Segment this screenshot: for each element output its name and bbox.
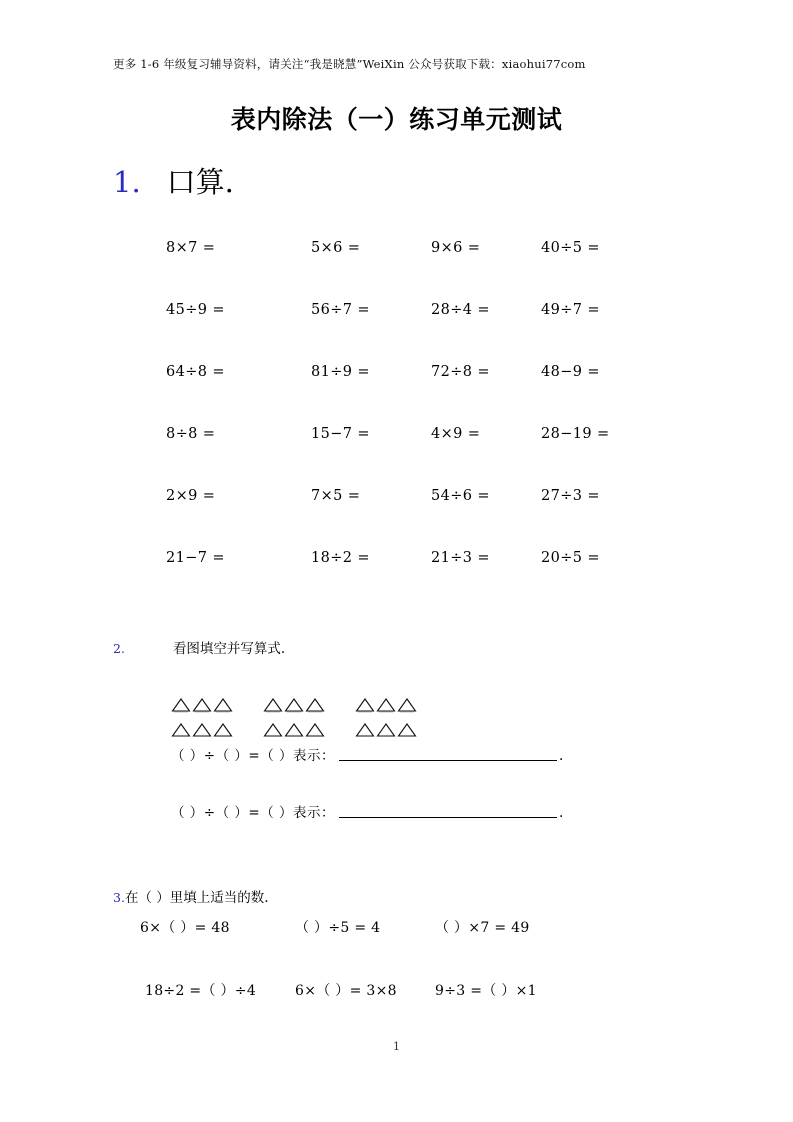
triangle-icon xyxy=(171,722,191,738)
answer-line-1 xyxy=(171,744,563,764)
calc-problem: 8×7 = xyxy=(166,240,216,256)
calc-row xyxy=(166,550,636,612)
calc-problem: 7×5 = xyxy=(311,488,361,504)
answer-line-1-suffix: . xyxy=(559,748,564,764)
triangle-figure xyxy=(171,697,431,747)
answer-blank-rule[interactable] xyxy=(339,804,557,818)
triangle-icon xyxy=(376,722,396,738)
triangle-icon xyxy=(284,697,304,713)
answer-blank-rule[interactable] xyxy=(339,747,557,761)
triangle-icon xyxy=(213,722,233,738)
question-3-heading xyxy=(113,886,269,906)
question-3-label: 在（ ）里填上适当的数. xyxy=(124,890,269,906)
triangle-group xyxy=(355,697,418,713)
calc-row xyxy=(166,488,636,550)
fill-blank-row xyxy=(140,917,570,980)
page-title: 表内除法（一）练习单元测试 xyxy=(230,105,563,134)
calc-problem: 56÷7 = xyxy=(311,302,370,318)
triangle-icon xyxy=(263,722,283,738)
calc-problem: 72÷8 = xyxy=(431,364,490,380)
triangle-figure-row xyxy=(171,697,431,722)
triangle-group xyxy=(263,697,326,713)
triangle-icon xyxy=(213,697,233,713)
triangle-icon xyxy=(192,697,212,713)
question-3-number: 3. xyxy=(113,890,125,905)
calc-problem: 4×9 = xyxy=(431,426,481,442)
calc-problem: 49÷7 = xyxy=(541,302,600,318)
triangle-icon xyxy=(305,697,325,713)
question-1-label: 口算. xyxy=(166,165,234,199)
triangle-icon xyxy=(263,697,283,713)
calc-problem: 18÷2 = xyxy=(311,550,370,566)
fill-blank-problem: （ ）÷5 = 4 xyxy=(295,920,381,936)
question-1-number: 1. xyxy=(113,165,141,199)
calc-problem: 28−19 = xyxy=(541,426,610,442)
triangle-icon xyxy=(192,722,212,738)
triangle-icon xyxy=(397,697,417,713)
calc-problem: 28÷4 = xyxy=(431,302,490,318)
calc-problem: 15−7 = xyxy=(311,426,370,442)
calc-problem: 21−7 = xyxy=(166,550,225,566)
document-header-watermark: 更多 1-6 年级复习辅导资料，请关注“我是晓慧”WeiXin 公众号获取下载：xiaohui77com xyxy=(113,57,586,71)
triangle-group xyxy=(263,722,326,738)
fill-blank-problem: （ ）×7 = 49 xyxy=(435,920,530,936)
question-1-heading xyxy=(113,160,234,201)
triangle-icon xyxy=(397,722,417,738)
fill-blank-row xyxy=(140,980,570,1043)
calc-row xyxy=(166,240,636,302)
calc-problem: 5×6 = xyxy=(311,240,361,256)
calc-row xyxy=(166,302,636,364)
answer-line-2-prefix: （ ）÷（ ）=（ ）表示： xyxy=(171,805,335,821)
calc-problem: 8÷8 = xyxy=(166,426,216,442)
question-2-number: 2. xyxy=(113,641,125,656)
question-1-problem-grid xyxy=(166,240,636,612)
calc-problem: 27÷3 = xyxy=(541,488,600,504)
calc-problem: 64÷8 = xyxy=(166,364,225,380)
question-2-label: 看图填空并写算式. xyxy=(172,641,286,657)
triangle-icon xyxy=(355,697,375,713)
fill-blank-problem: 6×（ ）= 48 xyxy=(140,920,230,936)
calc-row xyxy=(166,364,636,426)
triangle-icon xyxy=(284,722,304,738)
calc-problem: 45÷9 = xyxy=(166,302,225,318)
triangle-group xyxy=(355,722,418,738)
answer-line-2-suffix: . xyxy=(559,805,564,821)
calc-row xyxy=(166,426,636,488)
fill-blank-problem: 6×（ ）= 3×8 xyxy=(295,983,397,999)
calc-problem: 40÷5 = xyxy=(541,240,600,256)
answer-line-1-prefix: （ ）÷（ ）=（ ）表示： xyxy=(171,748,335,764)
answer-line-2 xyxy=(171,801,563,821)
triangle-group xyxy=(171,697,234,713)
question-2-heading xyxy=(113,637,285,657)
triangle-icon xyxy=(171,697,191,713)
calc-problem: 20÷5 = xyxy=(541,550,600,566)
fill-blank-problem: 18÷2 =（ ）÷4 xyxy=(145,983,257,999)
fill-blank-problem: 9÷3 =（ ）×1 xyxy=(435,983,537,999)
triangle-group xyxy=(171,722,234,738)
calc-problem: 21÷3 = xyxy=(431,550,490,566)
triangle-icon xyxy=(355,722,375,738)
calc-problem: 54÷6 = xyxy=(431,488,490,504)
calc-problem: 9×6 = xyxy=(431,240,481,256)
question-3-problem-grid xyxy=(140,917,570,1043)
calc-problem: 81÷9 = xyxy=(311,364,370,380)
triangle-icon xyxy=(305,722,325,738)
calc-problem: 48−9 = xyxy=(541,364,600,380)
calc-problem: 2×9 = xyxy=(166,488,216,504)
triangle-icon xyxy=(376,697,396,713)
page-number: 1 xyxy=(393,1040,400,1053)
